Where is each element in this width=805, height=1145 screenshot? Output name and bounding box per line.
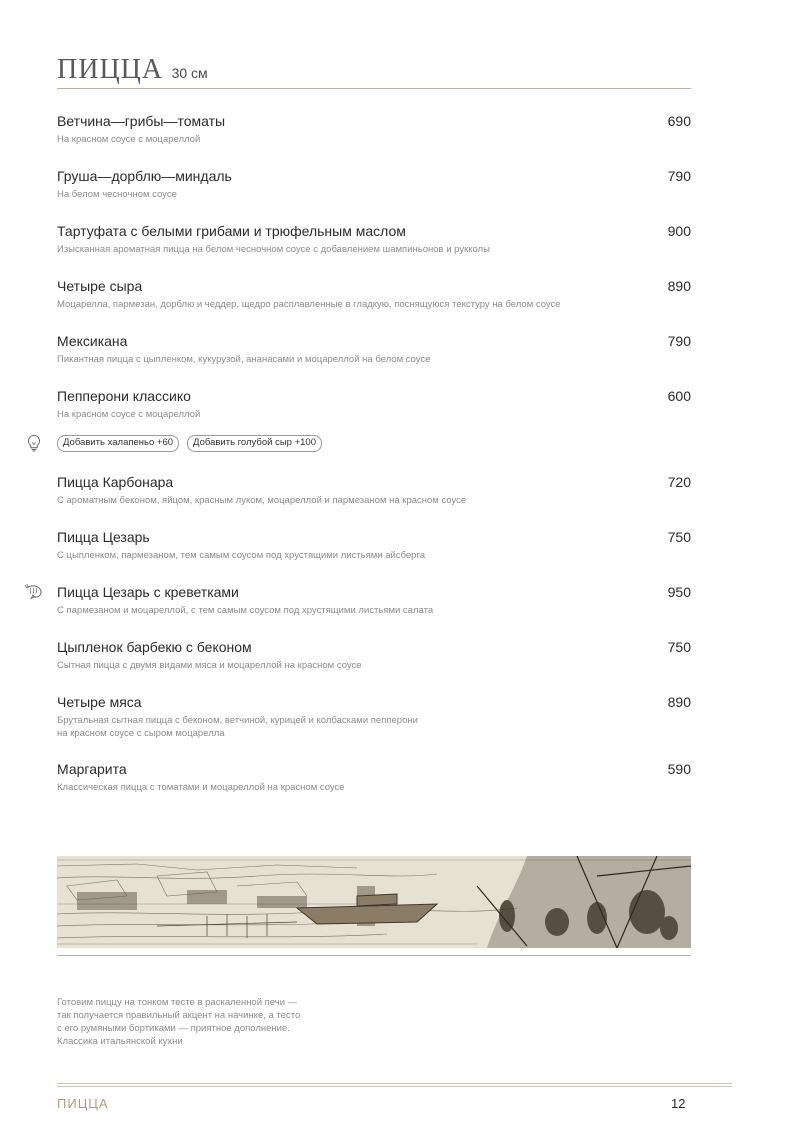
header-divider <box>57 88 691 89</box>
item-name: Ветчина—грибы—томаты <box>57 113 226 129</box>
item-price: 590 <box>667 761 691 777</box>
footer-divider <box>57 1083 732 1084</box>
menu-item <box>57 760 691 794</box>
item-price: 950 <box>667 584 691 600</box>
addon-jalapeno-button[interactable]: Добавить халапеньо +60 <box>57 435 179 452</box>
item-name: Цыпленок барбекю с беконом <box>57 639 252 655</box>
item-price: 750 <box>667 529 691 545</box>
menu-item <box>57 277 691 311</box>
section-name: ПИЦЦА <box>57 1096 109 1111</box>
shrimp-icon <box>24 583 46 606</box>
item-name: Пицца Цезарь <box>57 529 150 545</box>
item-description: С цыпленком, пармезаном, тем самым соусом под хрустящими листьями айсберга <box>57 550 426 561</box>
item-price: 790 <box>667 333 691 349</box>
item-description: На красном соусе с моцареллой <box>57 409 201 420</box>
menu-item <box>57 222 691 256</box>
item-price: 890 <box>667 278 691 294</box>
item-name: Мексикана <box>57 333 128 349</box>
item-name: Четыре мяса <box>57 694 142 710</box>
menu-item <box>57 167 691 201</box>
item-price: 600 <box>667 388 691 404</box>
item-description: Пикантная пицца с цыпленком, кукурузой, ананасами и моцареллой на белом соусе <box>57 354 431 365</box>
item-description: С ароматным беконом, яйцом, красным луком, моцареллой и пармезаном на красном соусе <box>57 495 467 506</box>
item-description: Сытная пицца с двумя видами мяса и моцареллой на красном соусе <box>57 660 362 671</box>
item-price: 720 <box>667 474 691 490</box>
engraving-illustration <box>57 856 691 948</box>
menu-item <box>57 528 691 562</box>
menu-item <box>57 693 691 740</box>
menu-item <box>57 387 691 421</box>
item-name: Груша—дорблю—миндаль <box>57 168 232 184</box>
item-description: С пармезаном и моцареллой, с тем самым соусом под хрустящими листьями салата <box>57 605 434 616</box>
page-header <box>57 54 208 86</box>
item-name: Пицца Карбонара <box>57 474 174 490</box>
item-name: Маргарита <box>57 761 127 777</box>
item-description: Изысканная ароматная пицца на белом чесночном соусе с добавлением шампиньонов и рукколы <box>57 244 490 255</box>
menu-item <box>57 583 691 617</box>
item-description: На белом чесночном соусе <box>57 189 177 200</box>
pizza-size: 30 см <box>171 65 208 81</box>
item-name: Пицца Цезарь с креветками <box>57 584 239 600</box>
image-divider <box>57 955 691 956</box>
menu-item <box>57 112 691 146</box>
item-price: 750 <box>667 639 691 655</box>
menu-item <box>57 638 691 672</box>
item-description: Брутальная сытная пицца с беконом, ветчиной, курицей и колбасками пепперони на красном соусе с сыром моцарелла <box>57 715 418 739</box>
item-name: Тартуфата с белыми грибами и трюфельным маслом <box>57 223 406 239</box>
item-price: 900 <box>667 223 691 239</box>
menu-item <box>57 473 691 507</box>
item-price: 790 <box>667 168 691 184</box>
item-description: Классическая пицца с томатами и моцареллой на красном соусе <box>57 782 345 793</box>
item-name: Пепперони классико <box>57 388 191 404</box>
item-description: Моцарелла, пармезан, дорблю и чеддер, щедро расплавленные в гладкую, поснящуюся текстуру на белом соусе <box>57 299 561 310</box>
item-description: На красном соусе с моцареллой <box>57 134 201 145</box>
menu-item <box>57 332 691 366</box>
addon-options <box>57 435 322 452</box>
page-number: 12 <box>671 1096 686 1111</box>
addon-blue-cheese-button[interactable]: Добавить голубой сыр +100 <box>187 435 322 452</box>
item-price: 690 <box>667 113 691 129</box>
item-price: 890 <box>667 694 691 710</box>
item-name: Четыре сыра <box>57 278 143 294</box>
footer-note: Готовим пиццу на тонком тесте в раскаленной печи — так получается правильный акцент на начинке, а тесто с его румяными бортиками — приятное дополнение. Классика итальянской кухни <box>57 997 301 1047</box>
footer-divider <box>57 1086 732 1087</box>
page-title: ПИЦЦА <box>57 54 164 85</box>
lightbulb-icon <box>24 433 44 458</box>
